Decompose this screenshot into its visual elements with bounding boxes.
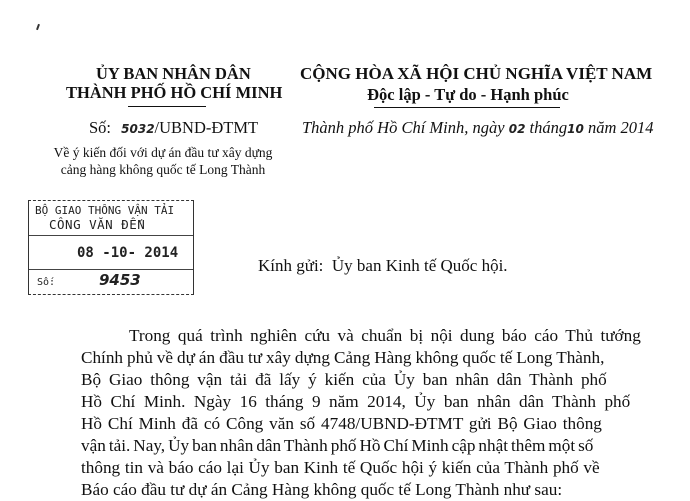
date-text-part1: Thành phố Hồ Chí Minh, ngày	[302, 118, 505, 137]
document-number-suffix: /UBND-ĐTMT	[154, 118, 259, 137]
stamp-incoming-label: CÔNG VĂN ĐẾN	[49, 217, 146, 232]
agency-name-line2: THÀNH PHỐ HỒ CHÍ MINH	[66, 83, 283, 102]
subject-line2: cảng hàng không quốc tế Long Thành	[60, 162, 266, 177]
recipient-line: Kính gửi: Ủy ban Kinh tế Quốc hội.	[258, 256, 508, 275]
date-day-handwritten: 02	[508, 122, 526, 136]
stamp-divider-2	[29, 269, 193, 270]
nation-motto: Độc lập - Tự do - Hạnh phúc	[367, 85, 569, 104]
date-text-part2: tháng	[529, 118, 568, 137]
agency-name-line1: ỦY BAN NHÂN DÂN	[96, 64, 251, 83]
date-month-handwritten: 10	[567, 122, 584, 136]
body-line-7: thông tin và báo cáo lại Ủy ban Kinh tế Quốc hội ý kiến của Thành phố về	[81, 458, 600, 477]
body-line-8: Báo cáo đầu tư dự án Cảng Hàng không quốc tế Long Thành như sau:	[81, 480, 563, 499]
nation-title: CỘNG HÒA XÃ HỘI CHỦ NGHĨA VIỆT NAM	[300, 64, 653, 83]
document-number-handwritten: 5032	[121, 122, 155, 136]
receipt-stamp	[28, 200, 194, 295]
stamp-date: 08 -10- 2014	[77, 245, 179, 261]
body-line-3: Bộ Giao thông vận tải đã lấy ý kiến của Ủy ban nhân dân Thành phố	[81, 370, 607, 389]
document-date	[302, 118, 654, 138]
scan-mark	[36, 24, 40, 30]
motto-underline	[374, 107, 560, 108]
body-line-6: vận tải. Nay, Ủy ban nhân dân Thành phố Hồ Chí Minh cập nhật thêm một số	[81, 436, 594, 455]
body-paragraph	[81, 325, 641, 501]
document-number-prefix: Số:	[89, 118, 112, 137]
stamp-number-label: Số:	[37, 277, 56, 288]
body-line-2: Chính phủ về dự án đầu tư xây dựng Cảng Hàng không quốc tế Long Thành,	[81, 348, 605, 367]
subject-line1: Về ý kiến đối với dự án đầu tư xây dựng	[53, 145, 273, 160]
date-text-part3: năm 2014	[587, 118, 654, 137]
body-line-1: Trong quá trình nghiên cứu và chuẩn bị nội dung báo cáo Thủ tướng	[129, 326, 641, 345]
stamp-ministry: BỘ GIAO THÔNG VẬN TẢI	[35, 204, 175, 217]
body-line-5: Hồ Chí Minh đã có Công văn số 4748/UBND-ĐTMT gửi Bộ Giao thông	[81, 414, 602, 433]
agency-underline	[128, 106, 206, 107]
body-line-4: Hồ Chí Minh. Ngày 16 tháng 9 năm 2014, Ủy ban nhân dân Thành phố	[81, 392, 631, 411]
stamp-number-handwritten: 9453	[99, 271, 141, 289]
stamp-divider	[29, 235, 193, 236]
document-number	[89, 118, 258, 138]
